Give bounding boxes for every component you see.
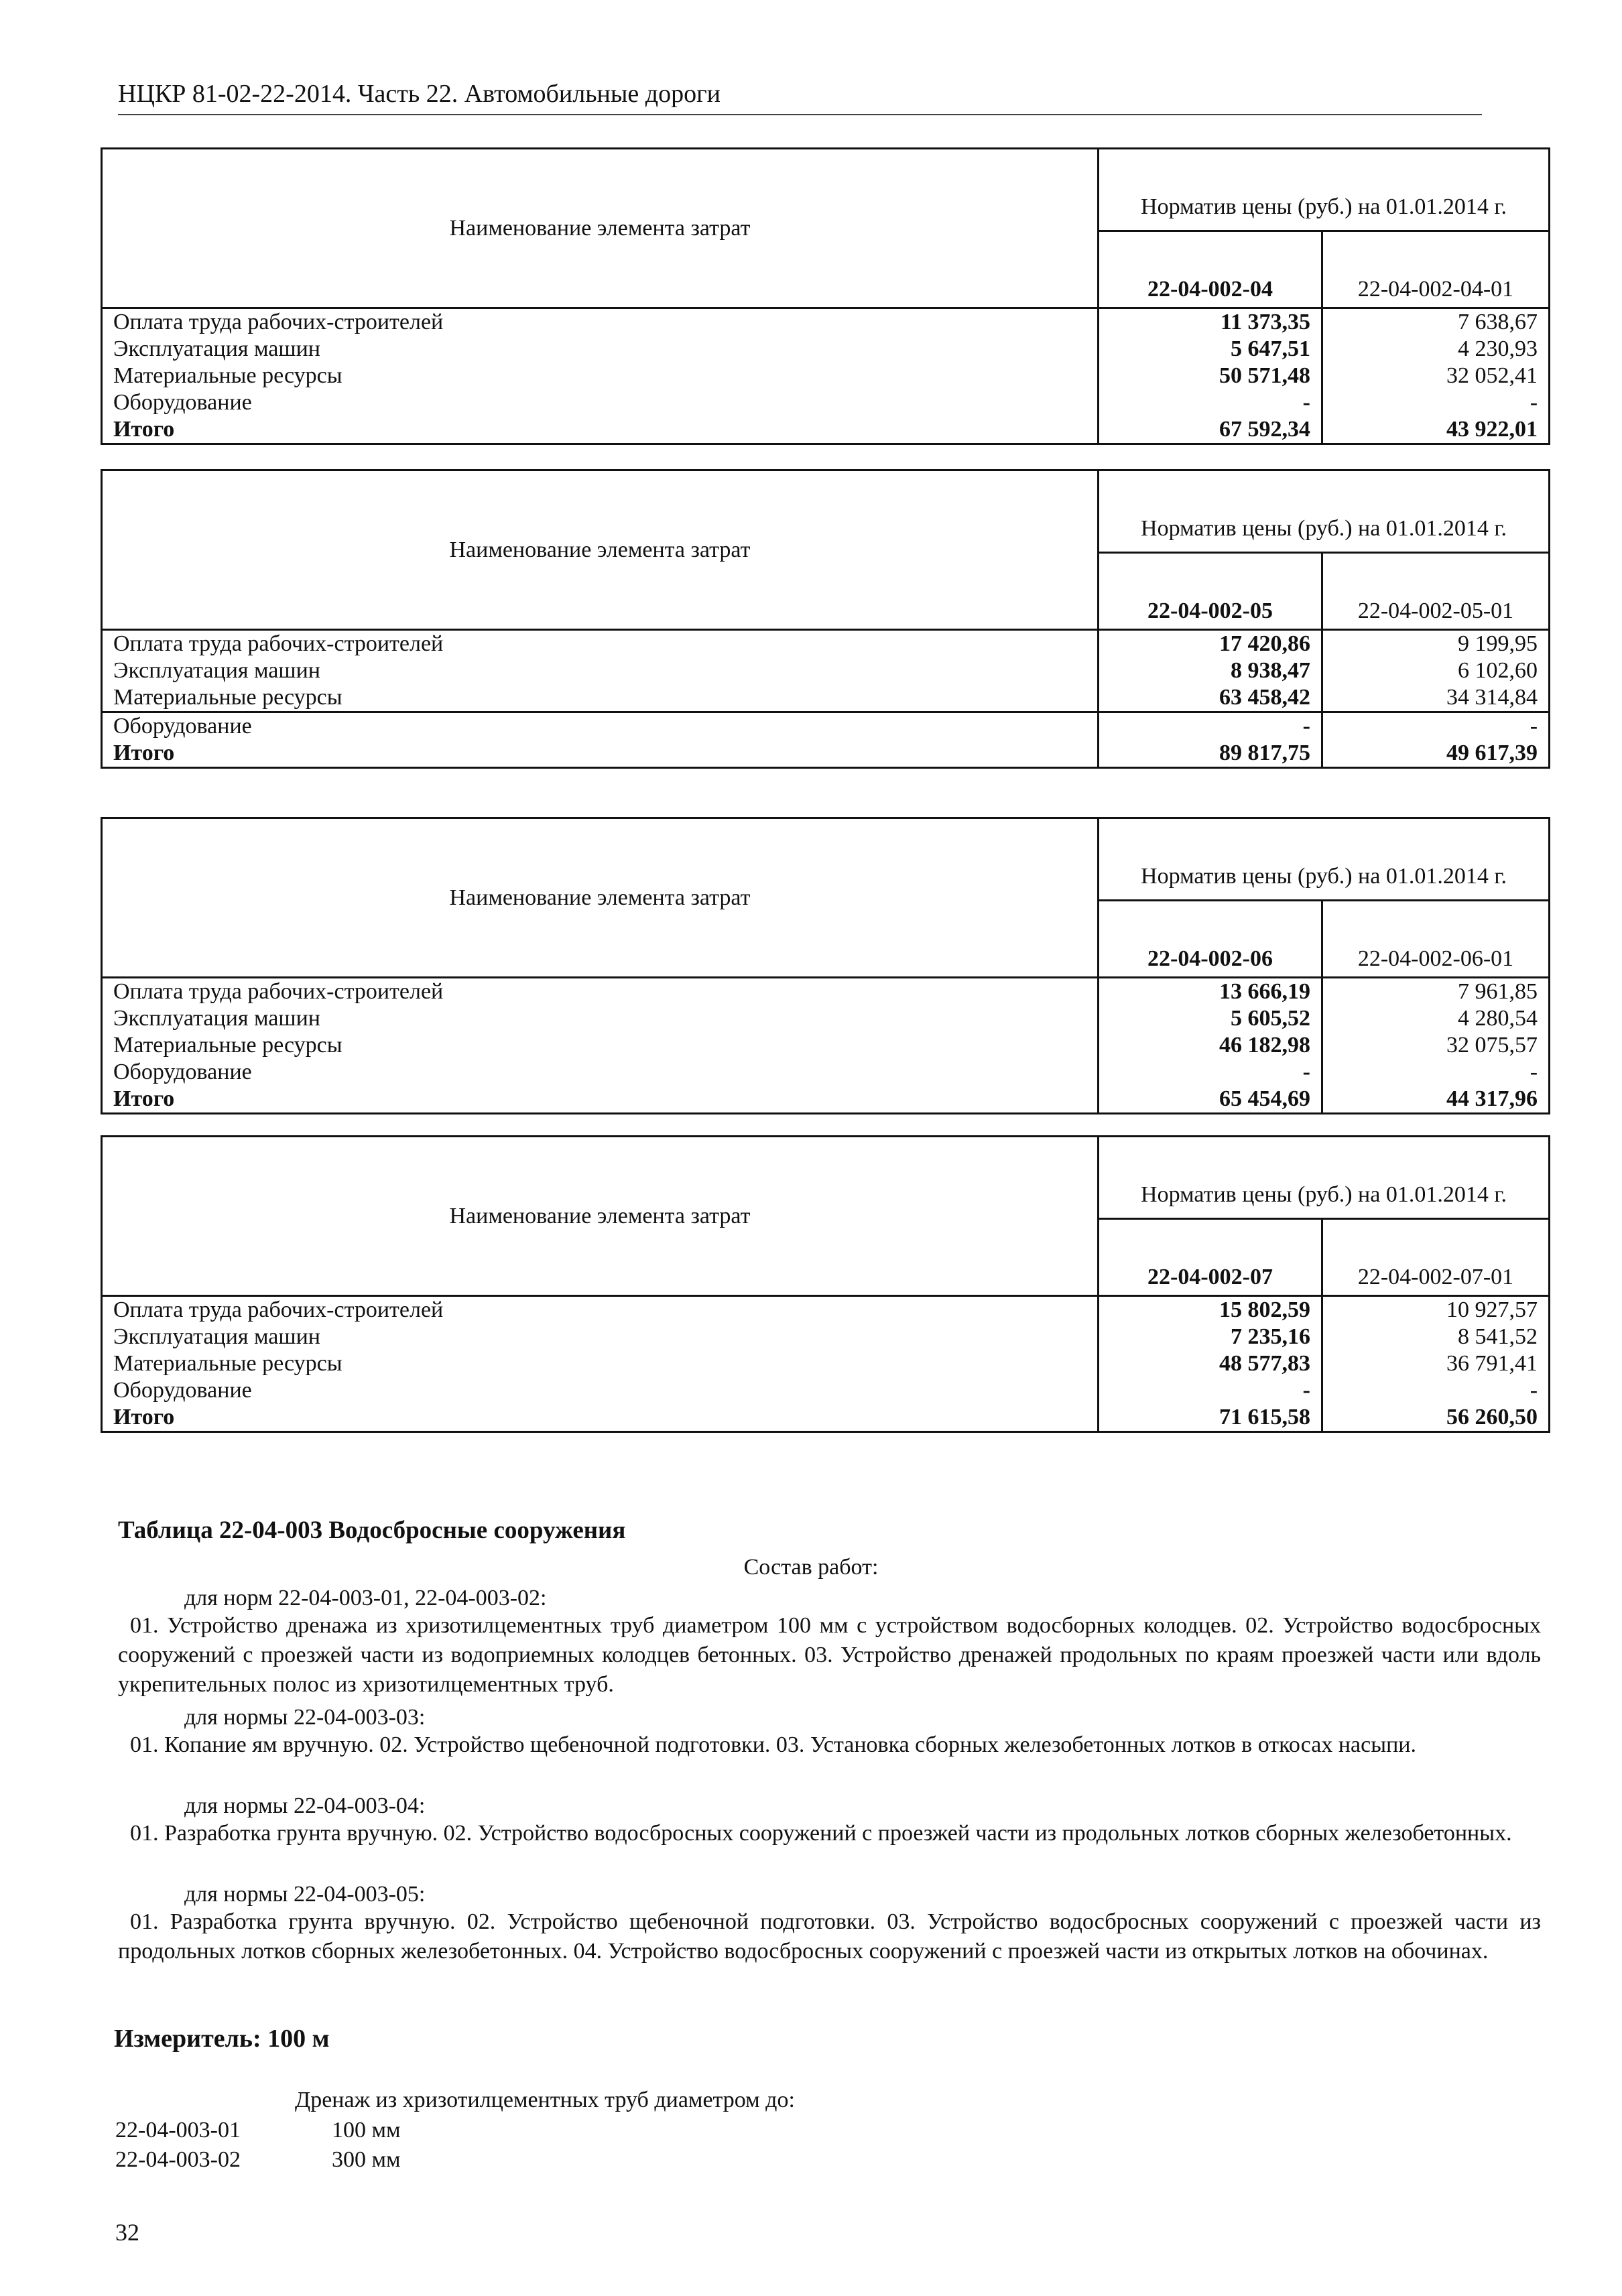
- value-cell: 7 638,67: [1322, 308, 1550, 336]
- code-header: 22-04-002-04: [1099, 231, 1322, 308]
- value-cell: 67 592,34: [1099, 416, 1322, 444]
- price-column-header: Норматив цены (руб.) на 01.01.2014 г.: [1099, 470, 1550, 553]
- value-cell: 49 617,39: [1322, 740, 1550, 768]
- cost-table: [101, 469, 1550, 769]
- header-rule: [118, 114, 1482, 115]
- page-number: 32: [115, 2219, 139, 2246]
- code-header: 22-04-002-06-01: [1322, 901, 1550, 978]
- table-row: [102, 1032, 1550, 1059]
- table-row: [102, 1086, 1550, 1114]
- value-cell: 44 317,96: [1322, 1086, 1550, 1114]
- work-composition-heading: Состав работ:: [743, 1555, 879, 1580]
- value-cell: 13 666,19: [1099, 978, 1322, 1006]
- value-cell: 6 102,60: [1322, 657, 1550, 684]
- table-row: [102, 363, 1550, 389]
- block-text-content: 01. Разработка грунта вручную. 02. Устройство водосбросных сооружений с проезжей части из продольных лотков сборных железобетонных.: [130, 1821, 1512, 1846]
- value-cell: 48 577,83: [1099, 1350, 1322, 1377]
- value-cell: 32 075,57: [1322, 1032, 1550, 1059]
- block-text-content: 01. Разработка грунта вручную. 02. Устройство щебеночной подготовки. 03. Устройство водосбросных сооружений с проезжей части из продольных лотков сборных железобетонных. 04. Устройство водосбросных сооружений с проезжей части из открытых лотков на обочинах.: [118, 1909, 1541, 1964]
- name-column-header: Наименование элемента затрат: [102, 818, 1099, 978]
- block-label: для норм 22-04-003-01, 22-04-003-02:: [184, 1586, 547, 1610]
- table-row: [102, 1059, 1550, 1086]
- value-cell: 34 314,84: [1322, 684, 1550, 712]
- row-label: Итого: [102, 1404, 1099, 1432]
- table-row: [102, 1296, 1550, 1324]
- row-label: Материальные ресурсы: [102, 1350, 1099, 1377]
- value-cell: 46 182,98: [1099, 1032, 1322, 1059]
- block-text: [118, 1819, 1541, 1848]
- code-header: 22-04-002-06: [1099, 901, 1322, 978]
- row-label: Материальные ресурсы: [102, 363, 1099, 389]
- row-label: Оплата труда рабочих-строителей: [102, 978, 1099, 1006]
- table-row: [102, 416, 1550, 444]
- code-header: 22-04-002-07: [1099, 1219, 1322, 1296]
- row-label: Эксплуатация машин: [102, 336, 1099, 363]
- value-cell: 9 199,95: [1322, 630, 1550, 658]
- cost-table: [101, 1135, 1550, 1433]
- table-row: [102, 684, 1550, 712]
- drain-title: Дренаж из хризотилцементных труб диаметром до:: [295, 2088, 795, 2112]
- value-cell: 17 420,86: [1099, 630, 1322, 658]
- table-row: [102, 1005, 1550, 1032]
- value-cell: -: [1322, 1377, 1550, 1404]
- table-row: [102, 740, 1550, 768]
- block-text: [118, 1907, 1541, 1966]
- table-row: [102, 389, 1550, 416]
- code-header: 22-04-002-04-01: [1322, 231, 1550, 308]
- value-cell: 4 230,93: [1322, 336, 1550, 363]
- row-label: Итого: [102, 740, 1099, 768]
- block-text-content: 01. Устройство дренажа из хризотилцементных труб диаметром 100 мм с устройством водосборных колодцев. 02. Устройство водосбросных сооружений с проезжей части из водоприемных колодцев бетонных. 03. Устройство дренажей продольных по краям проезжей части или вдоль укрепительных полос из хризотилцементных труб.: [118, 1613, 1541, 1697]
- block-text: [118, 1611, 1541, 1700]
- value-cell: 50 571,48: [1099, 363, 1322, 389]
- value-cell: -: [1322, 389, 1550, 416]
- table-row: [102, 1350, 1550, 1377]
- value-cell: 15 802,59: [1099, 1296, 1322, 1324]
- row-label: Эксплуатация машин: [102, 1324, 1099, 1350]
- value-cell: 63 458,42: [1099, 684, 1322, 712]
- value-cell: -: [1099, 389, 1322, 416]
- value-cell: 8 938,47: [1099, 657, 1322, 684]
- value-cell: -: [1322, 712, 1550, 741]
- table-row: [102, 1404, 1550, 1432]
- value-cell: 4 280,54: [1322, 1005, 1550, 1032]
- code-header: 22-04-002-05: [1099, 553, 1322, 630]
- table-row: [102, 630, 1550, 658]
- value-cell: 8 541,52: [1322, 1324, 1550, 1350]
- value-cell: 89 817,75: [1099, 740, 1322, 768]
- row-label: Оплата труда рабочих-строителей: [102, 308, 1099, 336]
- name-column-header: Наименование элемента затрат: [102, 470, 1099, 630]
- value-cell: -: [1322, 1059, 1550, 1086]
- item-code: 22-04-003-02: [115, 2147, 241, 2172]
- value-cell: 56 260,50: [1322, 1404, 1550, 1432]
- row-label: Эксплуатация машин: [102, 1005, 1099, 1032]
- code-header: 22-04-002-07-01: [1322, 1219, 1550, 1296]
- value-cell: 43 922,01: [1322, 416, 1550, 444]
- row-label: Итого: [102, 1086, 1099, 1114]
- value-cell: 11 373,35: [1099, 308, 1322, 336]
- item-code: 22-04-003-01: [115, 2118, 241, 2143]
- name-column-header: Наименование элемента затрат: [102, 1137, 1099, 1296]
- table-row: [102, 308, 1550, 336]
- value-cell: -: [1099, 1377, 1322, 1404]
- row-label: Итого: [102, 416, 1099, 444]
- row-label: Оплата труда рабочих-строителей: [102, 630, 1099, 658]
- table-row: [102, 1377, 1550, 1404]
- row-label: Эксплуатация машин: [102, 657, 1099, 684]
- block-label: для нормы 22-04-003-05:: [184, 1882, 426, 1907]
- row-label: Материальные ресурсы: [102, 684, 1099, 712]
- block-text: [118, 1730, 1541, 1760]
- value-cell: 5 647,51: [1099, 336, 1322, 363]
- price-column-header: Норматив цены (руб.) на 01.01.2014 г.: [1099, 1137, 1550, 1219]
- value-cell: 32 052,41: [1322, 363, 1550, 389]
- table-row: [102, 712, 1550, 741]
- value-cell: -: [1099, 712, 1322, 741]
- price-column-header: Норматив цены (руб.) на 01.01.2014 г.: [1099, 818, 1550, 901]
- name-column-header: Наименование элемента затрат: [102, 149, 1099, 308]
- measure-unit: Измеритель: 100 м: [114, 2025, 330, 2053]
- row-label: Материальные ресурсы: [102, 1032, 1099, 1059]
- row-label: Оборудование: [102, 712, 1099, 741]
- item-value: 100 мм: [332, 2118, 401, 2143]
- value-cell: 7 235,16: [1099, 1324, 1322, 1350]
- price-column-header: Норматив цены (руб.) на 01.01.2014 г.: [1099, 149, 1550, 231]
- table-row: [102, 657, 1550, 684]
- row-label: Оплата труда рабочих-строителей: [102, 1296, 1099, 1324]
- row-label: Оборудование: [102, 1377, 1099, 1404]
- value-cell: 36 791,41: [1322, 1350, 1550, 1377]
- cost-table: [101, 147, 1550, 445]
- row-label: Оборудование: [102, 1059, 1099, 1086]
- section-title: Таблица 22-04-003 Водосбросные сооружения: [118, 1517, 626, 1544]
- item-value: 300 мм: [332, 2147, 401, 2172]
- block-label: для нормы 22-04-003-03:: [184, 1705, 426, 1730]
- value-cell: 71 615,58: [1099, 1404, 1322, 1432]
- table-row: [102, 978, 1550, 1006]
- block-text-content: 01. Копание ям вручную. 02. Устройство щебеночной подготовки. 03. Установка сборных железобетонных лотков в откосах насыпи.: [130, 1732, 1416, 1757]
- table-row: [102, 336, 1550, 363]
- block-label: для нормы 22-04-003-04:: [184, 1793, 426, 1818]
- value-cell: -: [1099, 1059, 1322, 1086]
- cost-table: [101, 817, 1550, 1114]
- code-header: 22-04-002-05-01: [1322, 553, 1550, 630]
- table-row: [102, 1324, 1550, 1350]
- row-label: Оборудование: [102, 389, 1099, 416]
- value-cell: 65 454,69: [1099, 1086, 1322, 1114]
- value-cell: 10 927,57: [1322, 1296, 1550, 1324]
- value-cell: 7 961,85: [1322, 978, 1550, 1006]
- page-header: НЦКР 81-02-22-2014. Часть 22. Автомобильные дороги: [118, 80, 721, 108]
- value-cell: 5 605,52: [1099, 1005, 1322, 1032]
